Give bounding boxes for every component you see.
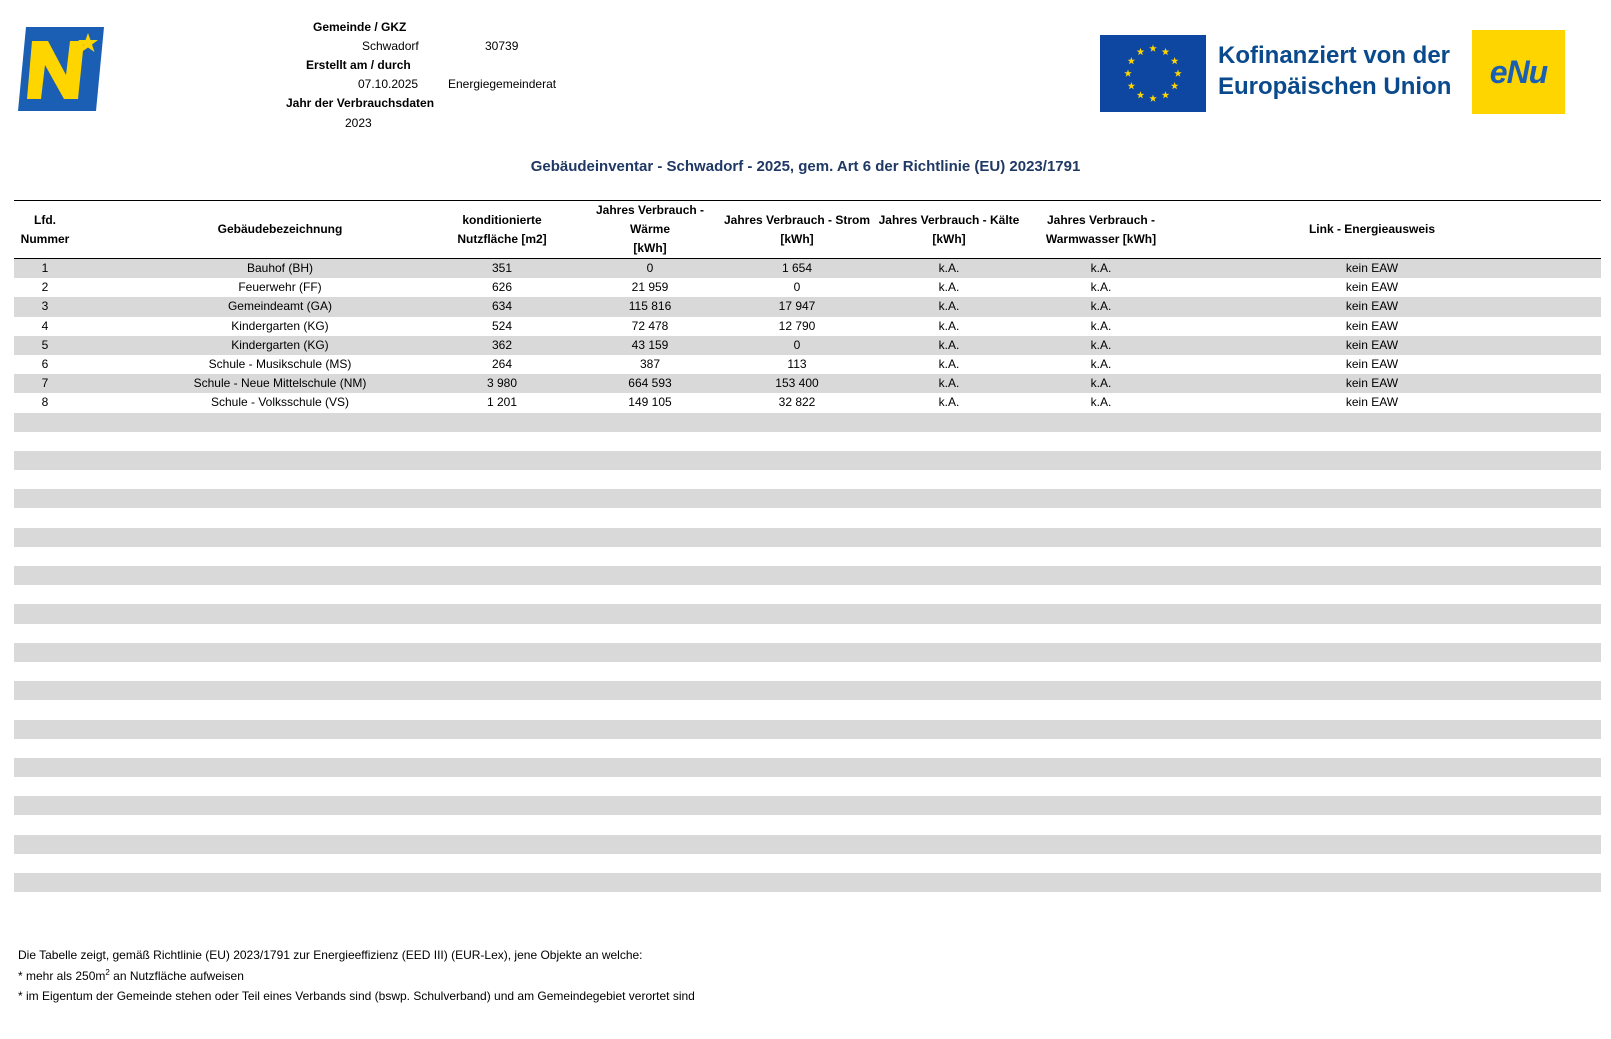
empty-table-row	[14, 528, 1601, 547]
cell-kaelte: k.A.	[938, 376, 960, 391]
empty-table-row	[14, 470, 1601, 489]
cell-waerme: 43 159	[631, 337, 669, 352]
cell-lfd-nummer: 3	[41, 299, 49, 314]
cell-link-energieausweis: kein EAW	[1345, 318, 1399, 333]
eu-star-icon	[1149, 95, 1157, 102]
table-row	[14, 317, 1601, 336]
eu-star-icon	[1124, 70, 1132, 77]
table-row	[14, 393, 1601, 412]
cell-lfd-nummer: 8	[41, 395, 49, 410]
eu-star-icon	[1171, 82, 1179, 89]
table-row	[14, 355, 1601, 374]
empty-table-row	[14, 835, 1601, 854]
cell-kaelte: k.A.	[938, 395, 960, 410]
cell-gebaeudebezeichnung: Bauhof (BH)	[246, 261, 314, 275]
cell-link-energieausweis: kein EAW	[1345, 395, 1399, 410]
cell-gebaeudebezeichnung: Schule - Volksschule (VS)	[210, 395, 350, 410]
page-title: Gebäudeinventar - Schwadorf - 2025, gem. Art 6 der Richtlinie (EU) 2023/1791	[530, 158, 1081, 175]
empty-table-row	[14, 547, 1601, 566]
empty-table-row	[14, 451, 1601, 470]
empty-table-row	[14, 739, 1601, 758]
footer-criterion-area: * mehr als $250m^2$ an Nutzfläche aufweisen	[18, 968, 244, 983]
empty-table-row	[14, 508, 1601, 527]
eu-star-icon	[1149, 45, 1157, 52]
header-link-energieausweis: Link - Energieausweis	[1308, 222, 1436, 236]
cell-kaelte: k.A.	[938, 261, 960, 275]
erstellt-label: Erstellt am / durch	[306, 58, 411, 72]
building-inventory-table	[14, 200, 1601, 892]
cell-warmwasser: k.A.	[1090, 356, 1112, 371]
cell-gebaeudebezeichnung: Schule - Neue Mittelschule (NM)	[193, 376, 367, 391]
eu-star-icon	[1128, 57, 1136, 64]
cell-gebaeudebezeichnung: Schule - Musikschule (MS)	[208, 356, 352, 371]
eu-star-icon	[1171, 57, 1179, 64]
cell-gebaeudebezeichnung: Gemeindeamt (GA)	[227, 299, 333, 314]
enu-logo	[1472, 30, 1565, 114]
empty-table-row	[14, 720, 1601, 739]
erstellt-date: 07.10.2025	[358, 77, 419, 91]
cell-strom: 12 790	[778, 318, 816, 333]
cell-strom: 113	[787, 356, 807, 371]
cell-waerme: 115 816	[628, 299, 672, 314]
eu-star-icon	[1162, 48, 1170, 55]
table-row	[14, 259, 1601, 278]
table-row	[14, 336, 1601, 355]
cell-warmwasser: k.A.	[1090, 280, 1112, 295]
eu-star-icon	[1162, 91, 1170, 98]
cell-kaelte: k.A.	[938, 337, 960, 352]
empty-table-row	[14, 585, 1601, 604]
cell-nutzflaeche: 351	[491, 261, 513, 275]
cell-nutzflaeche: 634	[491, 299, 513, 314]
cell-nutzflaeche: 626	[491, 280, 513, 295]
header-nutzflaeche: konditionierte Nutzfläche [m2]	[457, 212, 547, 246]
cell-kaelte: k.A.	[938, 318, 960, 333]
cell-kaelte: k.A.	[938, 280, 960, 295]
cell-gebaeudebezeichnung: Kindergarten (KG)	[231, 337, 329, 352]
cell-waerme: 387	[639, 356, 661, 371]
header-strom: Jahres Verbrauch - Strom [kWh]	[723, 212, 871, 246]
cell-kaelte: k.A.	[938, 356, 960, 371]
eu-flag-icon	[1100, 35, 1206, 112]
cell-lfd-nummer: 6	[41, 356, 49, 371]
cell-link-energieausweis: kein EAW	[1345, 356, 1399, 371]
empty-table-row	[14, 624, 1601, 643]
eu-text-line1: Kofinanziert von der	[1218, 42, 1451, 69]
empty-table-row	[14, 604, 1601, 623]
header-lfd-nummer: Lfd. Nummer	[20, 212, 70, 246]
cell-gebaeudebezeichnung: Feuerwehr (FF)	[238, 280, 322, 295]
cell-link-energieausweis: kein EAW	[1345, 280, 1399, 295]
empty-table-row	[14, 489, 1601, 508]
cell-waerme: 0	[646, 261, 654, 275]
cell-kaelte: k.A.	[938, 299, 960, 314]
erstellt-by: Energiegemeinderat	[448, 77, 557, 91]
cell-strom: 32 822	[778, 395, 816, 410]
cell-link-energieausweis: kein EAW	[1345, 337, 1399, 352]
empty-table-row	[14, 566, 1601, 585]
cell-nutzflaeche: 3 980	[486, 376, 518, 391]
cell-lfd-nummer: 4	[41, 318, 49, 333]
eu-star-icon	[1174, 70, 1182, 77]
cell-nutzflaeche: 524	[491, 318, 513, 333]
cell-warmwasser: k.A.	[1090, 376, 1112, 391]
cell-strom: 0	[793, 337, 801, 352]
cell-warmwasser: k.A.	[1090, 337, 1112, 352]
eu-star-icon	[1137, 48, 1145, 55]
empty-table-row	[14, 662, 1601, 681]
eu-star-icon	[1128, 82, 1136, 89]
eu-text-line2: Europäischen Union	[1218, 73, 1452, 100]
enu-logo-text: eNu	[1489, 53, 1548, 90]
cell-nutzflaeche: 264	[491, 356, 513, 371]
empty-table-row	[14, 796, 1601, 815]
table-row	[14, 374, 1601, 393]
empty-table-row	[14, 873, 1601, 892]
cell-gebaeudebezeichnung: Kindergarten (KG)	[231, 318, 329, 333]
noe-logo	[18, 27, 104, 111]
eu-cofinanced-text	[1218, 40, 1451, 102]
cell-warmwasser: k.A.	[1090, 318, 1112, 333]
cell-lfd-nummer: 5	[41, 337, 49, 352]
header-kaelte: Jahres Verbrauch - Kälte [kWh]	[878, 212, 1020, 246]
cell-warmwasser: k.A.	[1090, 261, 1112, 275]
footer-criterion-ownership: * im Eigentum der Gemeinde stehen oder Teil eines Verbands sind (bswp. Schulverband) und am Gemeindegebiet verortet sind	[18, 989, 695, 1003]
cell-link-energieausweis: kein EAW	[1345, 299, 1399, 314]
gemeinde-label: Gemeinde / GKZ	[313, 20, 407, 34]
empty-table-row	[14, 681, 1601, 700]
cell-waerme: 72 478	[631, 318, 669, 333]
empty-table-row	[14, 758, 1601, 777]
table-body	[14, 259, 1601, 892]
gkz-value: 30739	[485, 39, 519, 53]
cell-strom: 0	[793, 280, 801, 295]
empty-table-row	[14, 854, 1601, 873]
cell-waerme: 149 105	[628, 395, 672, 410]
cell-warmwasser: k.A.	[1090, 299, 1112, 314]
cell-link-energieausweis: kein EAW	[1345, 261, 1399, 275]
eu-star-icon	[1137, 91, 1145, 98]
table-row	[14, 297, 1601, 316]
empty-table-row	[14, 432, 1601, 451]
empty-table-row	[14, 643, 1601, 662]
cell-strom: 1 654	[781, 261, 813, 275]
cell-warmwasser: k.A.	[1090, 395, 1112, 410]
header-warmwasser: Jahres Verbrauch - Warmwasser [kWh]	[1045, 212, 1157, 246]
cell-nutzflaeche: 1 201	[486, 395, 518, 410]
cell-lfd-nummer: 2	[41, 280, 49, 295]
cell-strom: 17 947	[778, 299, 816, 314]
footer-intro: Die Tabelle zeigt, gemäß Richtlinie (EU) 2023/1791 zur Energieeffizienz (EED III) (EUR-Lex), jene Objekte an welche:	[18, 948, 643, 962]
empty-table-row	[14, 815, 1601, 834]
gemeinde-name: Schwadorf	[362, 39, 419, 53]
cell-strom: 153 400	[775, 376, 819, 391]
empty-table-row	[14, 700, 1601, 719]
table-row	[14, 278, 1601, 297]
empty-table-row	[14, 413, 1601, 432]
cell-lfd-nummer: 1	[41, 261, 49, 275]
cell-nutzflaeche: 362	[491, 337, 513, 352]
cell-lfd-nummer: 7	[41, 376, 49, 391]
cell-waerme: 664 593	[628, 376, 672, 391]
cell-waerme: 21 959	[631, 280, 669, 295]
jahr-label: Jahr der Verbrauchsdaten	[286, 96, 435, 110]
header-gebaeudebezeichnung: Gebäudebezeichnung	[217, 222, 343, 236]
cell-link-energieausweis: kein EAW	[1345, 376, 1399, 391]
header-waerme: Jahres Verbrauch - Wärme [kWh]	[595, 203, 705, 255]
table-header-row	[14, 200, 1601, 259]
empty-table-row	[14, 777, 1601, 796]
jahr-value: 2023	[345, 116, 372, 130]
